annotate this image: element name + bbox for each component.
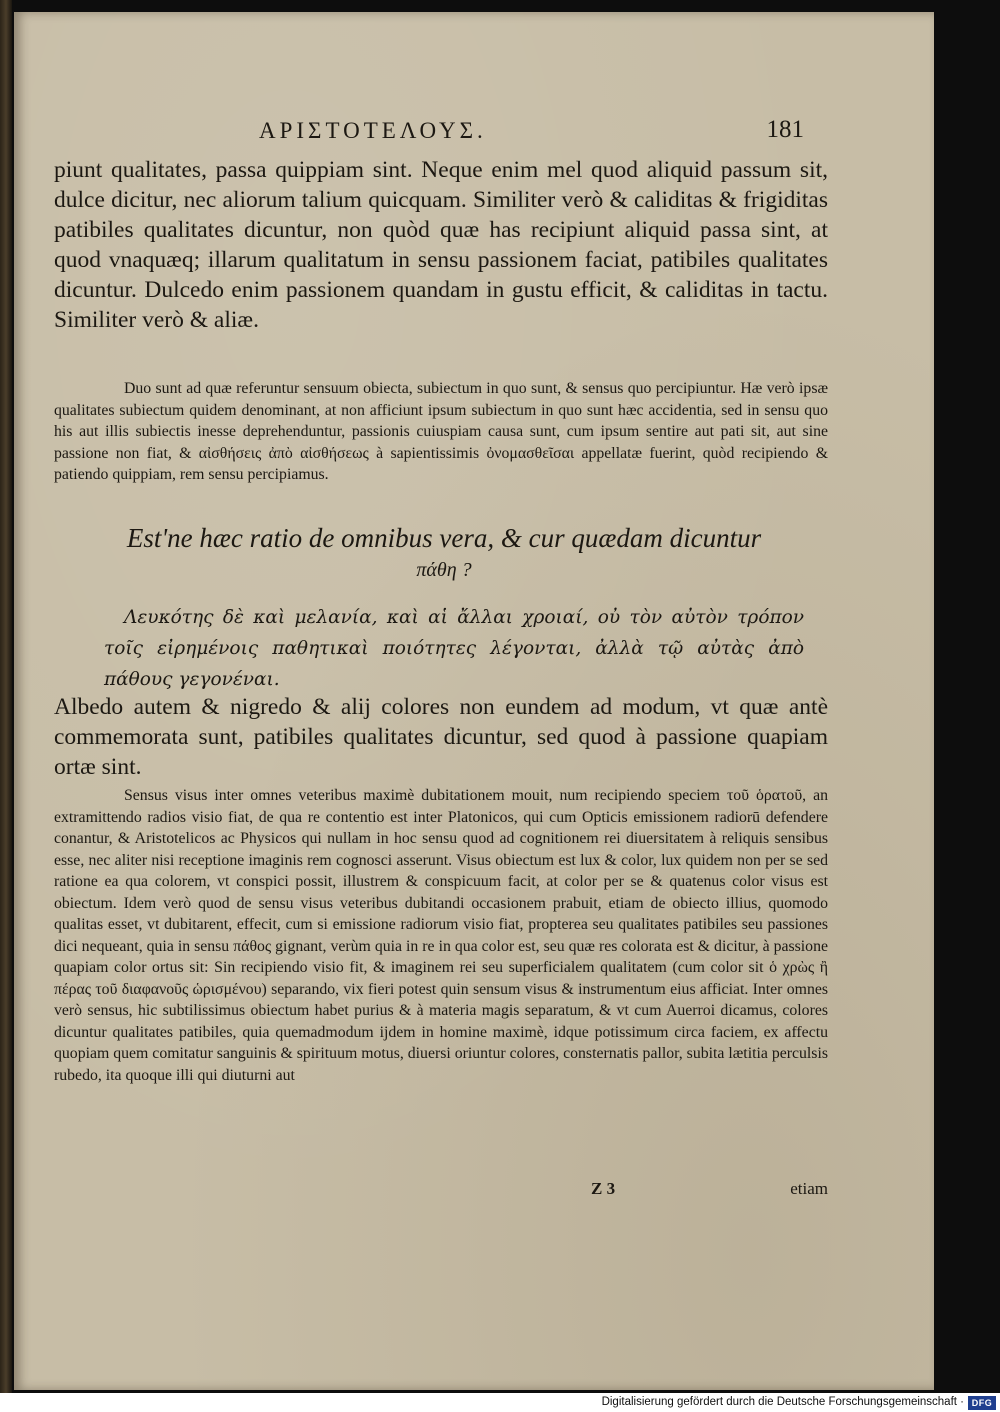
section-heading-text: Est'ne hæc ratio de omnibus vera, & cur quædam dicuntur <box>126 523 762 553</box>
dfg-logo: DFG <box>968 1396 996 1410</box>
signature-mark: Z 3 <box>591 1179 616 1198</box>
greek-passage: Λευκότης δὲ καὶ μελανία, καὶ αἱ ἄλλαι χροιαί, οὐ τὸν αὐτὸν τρόπον τοῖς εἰρημένοις παθητικαὶ ποιότητες λέγονται, ἀλλὰ τῷ αὐτὰς ἀπὸ πάθους γεγονέναι. <box>104 607 804 690</box>
page-header <box>114 118 804 148</box>
commentary-paragraph-2: Sensus visus inter omnes veteribus maximè dubitationem mouit, num recipiendo speciem τοῦ ὁρατοῦ, an extramittendo radios visio fiat, de qua re contentio est inter Platonicos, qui cum Opticis emissionem radiorū defendere conantur, & Aristotelicos ac Physicos qui nullam in hoc sensu quod ad cognitionem rei diuersitatem à reliquis sensibus esse, nec aliter nisi receptione imaginis rem cognosci asserunt. Visus obiectum est lux & color, lux quidem non per se sed ratione ea qua colorem, vt conspici possit, illustrem & conspicuum facit, at color per se & quatenus color visus est obiectum. Idem verò quod de sensu visus veteribus dubitandi occasionem prabuit, etiam de obiecto illius, quomodo qualitas esset, vt dubitarent, effecit, cum si emissione radiorum visio fiat, propterea seu qualitates patibiles seu passiones dici nequeant, quia in sensu πάθος gignant, verùm quia in re in qua color est, seu quæ res colorata est & dicitur, à passione quapiam color ortus sit: Sin recipiendo visio fit, & imaginem rei seu superficialem qualitatem (cum color sit ὁ χρὼς ἢ πέρας τοῦ διαφανοῦς ὡρισμένου) separando, vix fieri potest quin sensum visus & instrumentum eius afficiat. Inter omnes verò sensus, hic subtilissimus obiectum habet purius & à materia magis separatum, & vt cum Auerroi dicamus, colores dicuntur qualitates patibiles, quia quemadmodum ijdem in homine maximè, idque potissimum circa faciem, ex affectu quopiam quem comitatur sanguinis & spirituum motus, diuersi oriuntur colores, consternatis pallor, subita lætitia perculsis rubedo, ita quoque illi qui diuturni aut <box>54 787 828 1084</box>
book-binding-edge <box>0 0 12 1393</box>
page-number: 181 <box>766 116 804 143</box>
digitization-credit <box>600 1395 1000 1412</box>
credit-text: Digitalisierung gefördert durch die Deutsche Forschungsgemeinschaft · <box>601 1396 964 1408</box>
running-head: ΑΡΙΣΤΟΤΕΛΟΥΣ. <box>259 118 487 143</box>
commentary-paragraph-1: Duo sunt ad quæ referuntur sensuum obiecta, subiectum in quo sunt, & sensus quo percipiuntur. Hæ verò ipsæ qualitates subiectum quidem denominant, at non afficiunt ipsum subiectum in quo sunt hæc accidentia, sed in sensu quo his aut illis subiectis inesse deprehenduntur, passionis cuiuspiam causa sunt, cum ipsum sentire aut pati sit, aut sine passione non fiat, & αἰσθήσεις ἀπὸ αἰσθήσεως à sapientissimis ὀνομασθεῖσαι appellatæ fuerint, quòd recipiendo & patiendo quippiam, rem sensu percipiamus. <box>54 380 828 483</box>
section-heading-greek: πάθη ? <box>416 559 472 581</box>
book-page <box>14 12 934 1390</box>
catchword: etiam <box>790 1179 828 1198</box>
main-paragraph-2: Albedo autem & nigredo & alij colores non eundem ad modum, vt quæ antè commemorata sunt, patibiles qualitates dicuntur, sed quod à passione quapiam ortæ sint. <box>54 694 828 780</box>
section-heading <box>94 522 794 586</box>
page-footer <box>574 1179 828 1201</box>
main-paragraph-1: piunt qualitates, passa quippiam sint. Neque enim mel quod aliquid passum sit, dulce dicitur, nec aliorum talium quicquam. Similiter verò & caliditas & frigiditas patibiles qualitates dicuntur, non quòd quæ has recipiunt aliquid passa sint, at quod vnaquæq; illarum qualitatum in sensu passionem faciat, patibiles qualitates dicuntur. Dulcedo enim passionem quandam in gustu efficit, & caliditas in tactu. Similiter verò & aliæ. <box>54 157 828 333</box>
